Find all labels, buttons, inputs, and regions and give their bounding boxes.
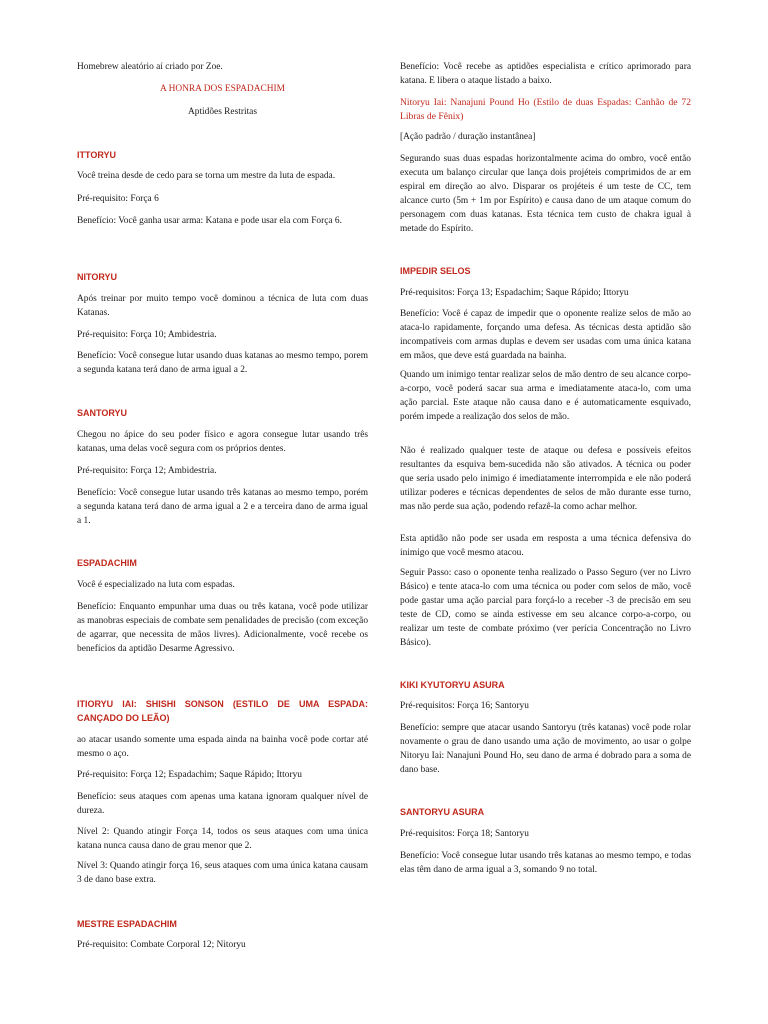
asura-prereq: Pré-requisitos: Força 18; Santoryu <box>400 829 529 839</box>
selos-paragraph-2: Quando um inimigo tentar realizar selos de mão dentro de seu alcance corpo-a-corpo, você poderá sacar sua arma e imediatamente ataca-lo, com uma ação parcial. Este ataque não causa dano e é automaticamente esquivado, porém impede a realização dos selos de mão. <box>400 370 691 422</box>
shishi-benefit: Benefício: seus ataques com apenas uma katana ignoram qualquer nível de dureza. <box>77 792 368 816</box>
page-subtitle: Aptidões Restritas <box>187 107 257 117</box>
section-heading-santoryu: SANTORYU <box>77 408 128 418</box>
section-heading-pound-ho: Nitoryu Iai: Nanajuni Pound Ho (Estilo de duas Espadas: Canhão de 72 Libras de Fênix) <box>400 97 691 122</box>
section-heading-santoryu-asura: SANTORYU ASURA <box>400 807 485 817</box>
selos-paragraph-5: Seguir Passo: caso o oponente tenha realizado o Passo Seguro (ver no Livro Básico) e tente ataca-lo com uma técnica ou poder com selos de mão, você pode gastar uma ação parcial para forçá-lo a receber -3 de precisão em seu teste de CD, como se ainda estivesse em seu alcance corpo-a-corpo, ou realizar um teste de combate próximo (ver perícia Concentração no Livro Básico). <box>400 568 691 648</box>
pound-desc: Segurando suas duas espadas horizontalmente acima do ombro, você então executa um balanço circular que lança dois projéteis comprimidos de ar em espiral em direção ao alvo. Disparar os projéteis é um teste de CC, tem alcance curto (5m + 1m por Espírito) e causa dano de um ataque comum do personagem com duas katanas. Esta técnica tem custo de chakra igual à metade do Espírito. <box>400 154 691 234</box>
selos-paragraph-3: Não é realizado qualquer teste de ataque ou defesa e possíveis efeitos resultantes da esquiva bem-sucedida não são ativados. A técnica ou poder que seria usado pelo inimigo é imediatamente interrompida e ele não poderá utilizar poderes e técnicas dependentes de selos de mão durante esse turno, mas não perde sua ação, podendo refazê-la como achar melhor. <box>400 446 691 512</box>
section-heading-espadachim: ESPADACHIM <box>77 558 137 568</box>
section-heading-mestre-espadachim: MESTRE ESPADACHIM <box>77 919 177 929</box>
ittoryu-prereq: Pré-requisito: Força 6 <box>77 194 159 204</box>
intro-text: Homebrew aleatório aí criado por Zoe. <box>77 62 223 72</box>
ittoryu-desc: Você treina desde de cedo para se torna um mestre da luta de espada. <box>77 171 336 181</box>
asura-benefit: Benefício: Você consegue lutar usando três katanas ao mesmo tempo, e todas elas têm dano de arma igual a 3, somando 9 no total. <box>400 851 691 875</box>
kiki-benefit: Benefício: sempre que atacar usando Santoryu (três katanas) você pode rolar novamente o grau de dano usando uma ação de movimento, ao usar o golpe Nitoryu Iai: Nanajuni Pound Ho, seu dano de arma é dobrado para a soma de dano base. <box>400 723 691 775</box>
section-heading-impedir-selos: IMPEDIR SELOS <box>400 266 471 276</box>
selos-paragraph-4: Esta aptidão não pode ser usada em resposta a uma técnica defensiva do inimigo que você mesmo atacou. <box>400 534 691 558</box>
shishi-prereq: Pré-requisito: Força 12; Espadachim; Saque Rápido; Ittoryu <box>77 770 302 780</box>
santoryu-benefit: Benefício: Você consegue lutar usando três katanas ao mesmo tempo, porém a segunda katana terá dano de arma igual a 2 e a terceira dano de arma igual a 1. <box>77 488 368 526</box>
selos-prereq: Pré-requisitos: Força 13; Espadachim; Saque Rápido; Ittoryu <box>400 288 629 298</box>
nitoryu-desc: Após treinar por muito tempo você dominou a técnica de luta com duas Katanas. <box>77 294 368 318</box>
mestre-prereq: Pré-requisito: Combate Corporal 12; Nitoryu <box>77 940 246 950</box>
nitoryu-benefit: Benefício: Você consegue lutar usando duas katanas ao mesmo tempo, porem a segunda katana terá dano de arma igual a 2. <box>77 351 368 375</box>
section-heading-kiki-kyutoryu: KIKI KYUTORYU ASURA <box>400 680 505 690</box>
ittoryu-benefit: Benefício: Você ganha usar arma: Katana e pode usar ela com Força 6. <box>77 216 342 226</box>
pound-action: [Ação padrão / duração instantânea] <box>400 132 536 142</box>
section-heading-ittoryu: ITTORYU <box>77 150 117 160</box>
section-heading-nitoryu: NITORYU <box>77 272 118 282</box>
kiki-prereq: Pré-requisitos: Força 16; Santoryu <box>400 701 529 711</box>
santoryu-desc: Chegou no ápice do seu poder físico e agora consegue lutar usando três katanas, uma delas você segura com os próprios dentes. <box>77 430 368 454</box>
espadachim-desc: Você é especializado na luta com espadas. <box>77 580 235 590</box>
santoryu-prereq: Pré-requisito: Força 12; Ambidestria. <box>77 466 217 476</box>
espadachim-benefit: Benefício: Enquanto empunhar uma duas ou três katana, você pode utilizar as manobras especiais de combate sem penalidades de precisão (com exceção de agarrar, que necessita de mãos livres). Adicionalmente, você recebe os benefícios da aptidão Desarme Agressivo. <box>77 602 369 654</box>
shishi-desc: ao atacar usando somente uma espada ainda na bainha você pode cortar até mesmo o aço. <box>77 735 368 759</box>
selos-benefit: Benefício: Você é capaz de impedir que o oponente realize selos de mão ao ataca-lo rapidamente, forçando uma defesa. As técnicas desta aptidão são incompatíveis com armas duplas e devem ser usadas com uma única katana em mãos, que deve está guardada na bainha. <box>400 309 691 361</box>
shishi-level3: Nível 3: Quando atingir força 16, seus ataques com uma única katana causam 3 de dano base extra. <box>77 861 368 885</box>
page-title: A HONRA DOS ESPADACHIM <box>160 84 285 94</box>
nitoryu-prereq: Pré-requisito: Força 10; Ambidestria. <box>77 330 217 340</box>
mestre-benefit: Benefício: Você recebe as aptidões especialista e crítico aprimorado para katana. E libera o ataque listado a baixo. <box>400 62 691 86</box>
section-heading-shishi-sonson: ITIORYU IAI: SHISHI SONSON (ESTILO DE UMA ESPADA: CANÇADO DO LEÃO) <box>77 699 368 723</box>
shishi-level2: Nível 2: Quando atingir Força 14, todos os seus ataques com uma única katana nunca causa dano de grau menor que 2. <box>77 827 368 851</box>
